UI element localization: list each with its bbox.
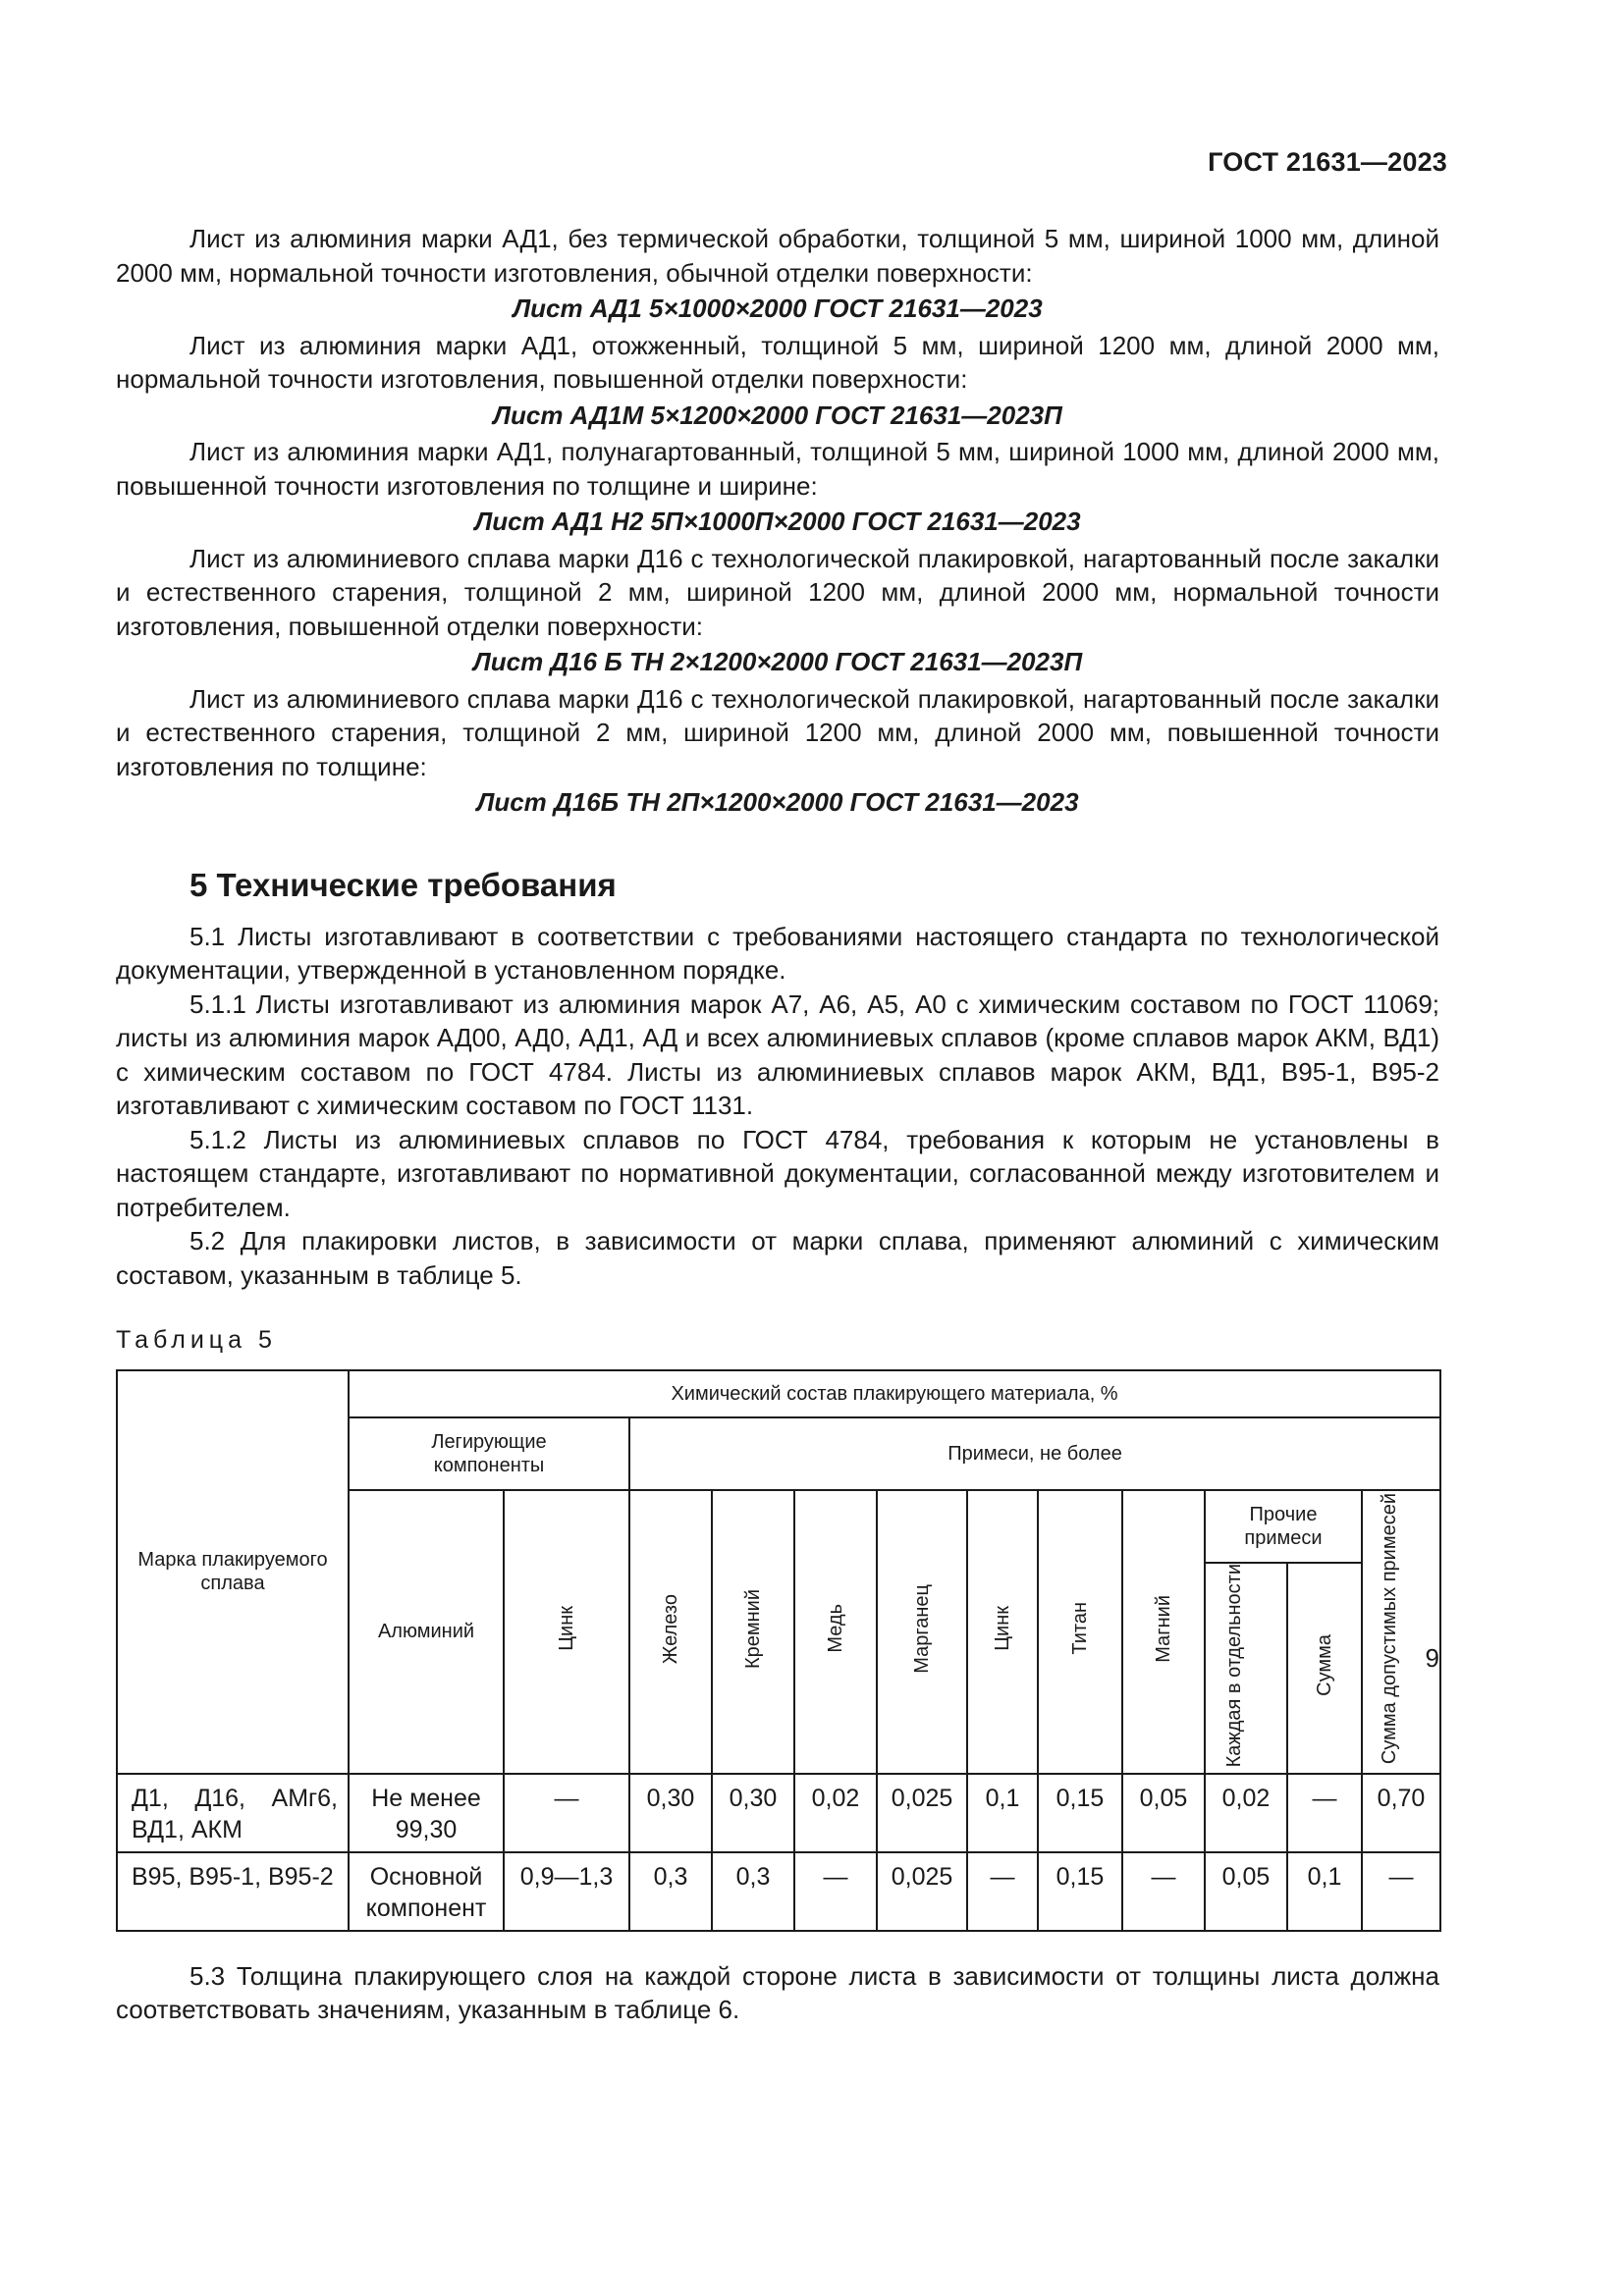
header-total-impurities (1362, 1490, 1440, 1774)
header-titanium-label: Титан (1069, 1602, 1091, 1656)
table-5 (116, 1369, 1441, 1932)
example-description: Лист из алюминиевого сплава марки Д16 с технологической плакировкой, нагартованный после закалки и естественного старения, толщиной 2 мм, шириной 1200 мм, длиной 2000 мм, нормальной точности изготовления, повышенной отделки поверхности: (116, 543, 1439, 641)
example-description: Лист из алюминия марки АД1, полунагартованный, толщиной 5 мм, шириной 1000 мм, длиной 2000 мм, повышенной точности изготовления по толщине и ширине: (116, 437, 1439, 501)
table-row (117, 1774, 1440, 1852)
document-header: ГОСТ 21631—2023 (1208, 147, 1447, 177)
cell-each: 0,05 (1205, 1852, 1287, 1931)
header-zinc-impurity-label: Цинк (992, 1606, 1013, 1652)
cell-zinc-impurity: 0,1 (967, 1774, 1038, 1852)
header-zinc-label: Цинк (556, 1606, 577, 1652)
header-titanium (1038, 1490, 1122, 1774)
header-zinc-impurity (967, 1490, 1038, 1774)
header-manganese (877, 1490, 967, 1774)
paragraph-5-3: 5.3 Толщина плакирующего слоя на каждой стороне листа в зависимости от толщины листа должна соответствовать значениям, указанным в таблице 6. (116, 1960, 1439, 2025)
cell-manganese: 0,025 (877, 1852, 967, 1931)
cell-magnesium: — (1122, 1852, 1205, 1931)
cell-sum: 0,1 (1287, 1852, 1362, 1931)
header-impurities: Примеси, не более (629, 1417, 1440, 1490)
header-other-impurities: Прочие примеси (1205, 1490, 1362, 1563)
cell-zinc: 0,9—1,3 (504, 1852, 629, 1931)
paragraph-5-1-1: 5.1.1 Листы изготавливают из алюминия марок А7, А6, А5, А0 с химическим составом по ГОСТ 11069; листы из алюминия марок АД00, АД0, АД1, АД и всех алюминиевых сплавов (кроме сплавов марок АКМ, ВД1) с химическим составом по ГОСТ 4784. Листы из алюминиевых сплавов марок АКМ, ВД1, В95-1, В95-2 изготавливают с химическим составом по ГОСТ 1131. (116, 988, 1439, 1120)
header-copper-label: Медь (825, 1604, 846, 1654)
header-iron (629, 1490, 712, 1774)
cell-aluminum: Не менее 99,30 (349, 1774, 504, 1852)
table-caption: Таблица 5 (116, 1326, 277, 1354)
cell-titanium: 0,15 (1038, 1774, 1122, 1852)
cell-titanium: 0,15 (1038, 1852, 1122, 1931)
cell-zinc-impurity: — (967, 1852, 1038, 1931)
header-alloying-components: Легирующие компоненты (349, 1417, 629, 1490)
example-designation: Лист Д16Б ТН 2П×1200×2000 ГОСТ 21631—2023 (476, 787, 1079, 817)
example-designation: Лист АД1 5×1000×2000 ГОСТ 21631—2023 (513, 294, 1043, 323)
example-designation: Лист АД1 Н2 5П×1000П×2000 ГОСТ 21631—2023 (474, 507, 1081, 536)
example-description: Лист из алюминия марки АД1, без термической обработки, толщиной 5 мм, шириной 1000 мм, длиной 2000 мм, нормальной точности изготовления, обычной отделки поверхности: (116, 224, 1439, 288)
header-magnesium (1122, 1490, 1205, 1774)
header-magnesium-label: Магний (1153, 1594, 1174, 1663)
paragraph-5-2: 5.2 Для плакировки листов, в зависимости от марки сплава, применяют алюминий с химическим составом, указанным в таблице 5. (116, 1226, 1439, 1290)
cell-zinc: — (504, 1774, 629, 1852)
cell-grade: В95, В95-1, В95-2 (117, 1852, 349, 1931)
header-silicon (712, 1490, 794, 1774)
header-copper (794, 1490, 877, 1774)
page-number: 9 (1425, 1643, 1439, 1673)
cell-each: 0,02 (1205, 1774, 1287, 1852)
cell-total: — (1362, 1852, 1440, 1931)
cell-magnesium: 0,05 (1122, 1774, 1205, 1852)
cell-aluminum: Основной компонент (349, 1852, 504, 1931)
cell-iron: 0,3 (629, 1852, 712, 1931)
example-designation: Лист Д16 Б ТН 2×1200×2000 ГОСТ 21631—2023П (472, 647, 1083, 676)
header-silicon-label: Кремний (742, 1588, 764, 1669)
cell-silicon: 0,3 (712, 1852, 794, 1931)
header-manganese-label: Марганец (911, 1583, 933, 1674)
paragraph-5-1-2: 5.1.2 Листы из алюминиевых сплавов по ГОСТ 4784, требования к которым не установлены в настоящем стандарте, изготавливают по нормативной документации, согласованной между изготовителем и потребителем. (116, 1124, 1439, 1222)
cell-copper: 0,02 (794, 1774, 877, 1852)
header-aluminum: Алюминий (349, 1490, 504, 1774)
example-description: Лист из алюминиевого сплава марки Д16 с технологической плакировкой, нагартованный после закалки и естественного старения, толщиной 2 мм, шириной 1200 мм, длиной 2000 мм, повышенной точности изготовления по толщине: (116, 683, 1439, 781)
header-chemical-composition: Химический состав плакирующего материала, % (349, 1370, 1440, 1417)
cell-manganese: 0,025 (877, 1774, 967, 1852)
header-sum-label: Сумма (1314, 1633, 1335, 1696)
example-designation: Лист АД1М 5×1200×2000 ГОСТ 21631—2023П (493, 400, 1062, 430)
paragraph-5-1: 5.1 Листы изготавливают в соответствии с требованиями настоящего стандарта по технологической документации, утвержденной в установленном порядке. (116, 921, 1439, 985)
cell-copper: — (794, 1852, 877, 1931)
page-content (116, 222, 1439, 2027)
cell-sum: — (1287, 1774, 1362, 1852)
cell-total: 0,70 (1362, 1774, 1440, 1852)
cell-silicon: 0,30 (712, 1774, 794, 1852)
header-sum (1287, 1563, 1362, 1774)
header-each (1205, 1563, 1287, 1774)
section-heading: 5 Технические требования (189, 866, 617, 903)
cell-iron: 0,30 (629, 1774, 712, 1852)
header-grade: Марка плакируемого сплава (117, 1370, 349, 1774)
header-total-impurities-label: Сумма допустимых примесей (1379, 1493, 1401, 1765)
header-iron-label: Железо (660, 1593, 681, 1664)
cell-grade: Д1, Д16, АМг6, ВД1, АКМ (117, 1774, 349, 1852)
example-description: Лист из алюминия марки АД1, отожженный, толщиной 5 мм, шириной 1200 мм, длиной 2000 мм, нормальной точности изготовления, повышенной отделки поверхности: (116, 330, 1439, 394)
table-row (117, 1852, 1440, 1931)
header-each-label: Каждая в отдельности (1223, 1563, 1245, 1767)
header-zinc (504, 1490, 629, 1774)
